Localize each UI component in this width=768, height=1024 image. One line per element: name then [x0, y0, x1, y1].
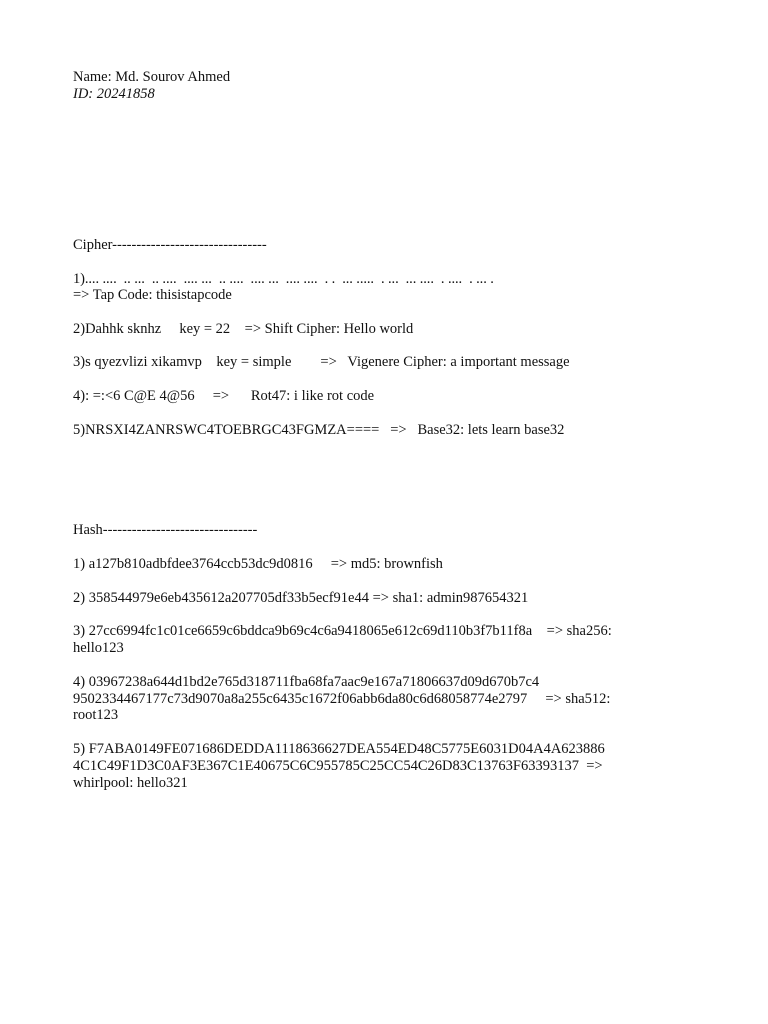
- cipher-item-1-answer: => Tap Code: thisistapcode: [73, 287, 232, 303]
- hash-item-4-line-1: 4) 03967238a644d1bd2e765d318711fba68fa7aac9e167a71806637d09d670b7c4: [73, 674, 540, 690]
- hash-item-4-line-3: root123: [73, 707, 119, 723]
- author-name: Name: Md. Sourov Ahmed: [73, 69, 231, 85]
- hash-item-5-line-2: 4C1C49F1D3C0AF3E367C1E40675C6C955785C25CC54C26D83C13763F63393137 =>: [73, 758, 603, 774]
- cipher-item-5: 5)NRSXI4ZANRSWC4TOEBRGC43FGMZA==== => Base32: lets learn base32: [73, 422, 565, 438]
- hash-heading: Hash--------------------------------: [73, 522, 258, 538]
- student-id: ID: 20241858: [73, 86, 155, 102]
- cipher-item-3: 3)s qyezvlizi xikamvp key = simple => Vigenere Cipher: a important message: [73, 354, 570, 370]
- hash-item-1: 1) a127b810adbfdee3764ccb53dc9d0816 => md5: brownfish: [73, 556, 443, 572]
- hash-item-3-line-2: hello123: [73, 640, 124, 656]
- hash-item-5-line-3: whirlpool: hello321: [73, 775, 188, 791]
- hash-item-4-line-2: 9502334467177c73d9070a8a255c6435c1672f06abb6da80c6d68058774e2797 => sha512:: [73, 691, 611, 707]
- hash-item-5-line-1: 5) F7ABA0149FE071686DEDDA1118636627DEA554ED48C5775E6031D04A4A623886: [73, 741, 605, 757]
- cipher-item-1-ciphertext: 1).... .... .. ... .. .... .... ... .. .... .... ... .... .... . . ... ..... . ... ... .... . .... . ... .: [73, 271, 494, 287]
- cipher-item-2: 2)Dahhk sknhz key = 22 => Shift Cipher: Hello world: [73, 321, 414, 337]
- hash-item-2: 2) 358544979e6eb435612a207705df33b5ecf91e44 => sha1: admin987654321: [73, 590, 529, 606]
- cipher-heading: Cipher--------------------------------: [73, 237, 267, 253]
- cipher-item-4: 4): =:<6 C@E 4@56 => Rot47: i like rot code: [73, 388, 375, 404]
- hash-item-3-line-1: 3) 27cc6994fc1c01ce6659c6bddca9b69c4c6a9418065e612c69d110b3f7b11f8a => sha256:: [73, 623, 612, 639]
